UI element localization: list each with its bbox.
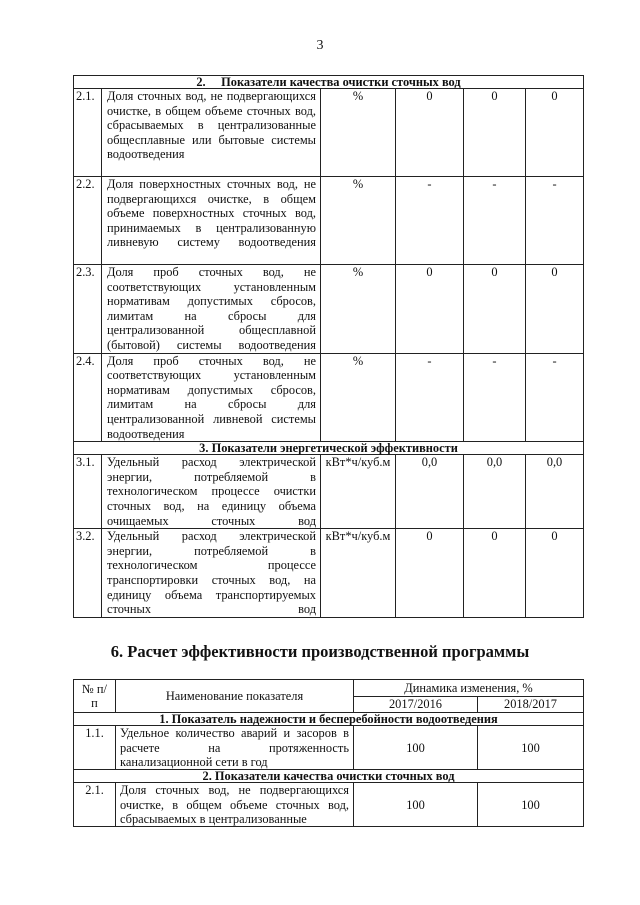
row-name: Доля поверхностных сточных вод, не подвергающихся очистке, в общем объеме поверхностных сточных вод, принимаемых в централизованную ливневую систему водоотведения [102, 177, 321, 265]
row-value-3: 0 [526, 89, 584, 177]
row-value-2: - [464, 353, 526, 442]
section-title: 2. Показатели качества очистки сточных вод [74, 76, 584, 89]
row-value-3: 0 [526, 529, 584, 618]
section-row [74, 442, 584, 455]
section-row [74, 76, 584, 89]
page-number: 3 [316, 38, 324, 53]
row-number: 2.1. [74, 89, 102, 177]
row-value-1: 0 [396, 529, 464, 618]
row-value-1: - [396, 353, 464, 442]
table-row [74, 177, 584, 265]
table-row [74, 455, 584, 529]
header-name: Наименование показателя [116, 680, 354, 713]
header-dynamics: Динамика изменения, % [354, 680, 584, 697]
row-number: 2.2. [74, 177, 102, 265]
row-name: Доля сточных вод, не подвергающихся очистке, в общем объеме сточных вод, сбрасываемых в централизованные [116, 783, 354, 827]
table-row [74, 529, 584, 618]
efficiency-table [73, 679, 584, 827]
row-name: Доля проб сточных вод, не соответствующих установленным нормативам допустимых сбросов, лимитам на сбросы для централизованной ливневой системы водоотведения [102, 353, 321, 442]
row-value-2: 100 [478, 726, 584, 770]
row-number: 2.4. [74, 353, 102, 442]
row-value-3: - [526, 177, 584, 265]
table-row [74, 783, 584, 827]
row-value-2: 100 [478, 783, 584, 827]
table-row [74, 726, 584, 770]
section-row [74, 770, 584, 783]
row-value-3: 0 [526, 265, 584, 354]
row-value-1: 0,0 [396, 455, 464, 529]
row-unit: % [321, 177, 396, 265]
row-unit: % [321, 265, 396, 354]
row-name: Удельный расход электрической энергии, потребляемой в технологическом процессе транспортировки сточных вод, на единицу объема транспортируемых сточных вод [102, 529, 321, 618]
row-name: Удельный расход электрической энергии, потребляемой в технологическом процессе очистки сточных вод, на единицу объема очищаемых сточных вод [102, 455, 321, 529]
header-row [74, 680, 584, 697]
table-row [74, 89, 584, 177]
row-value-3: 0,0 [526, 455, 584, 529]
table-row [74, 353, 584, 442]
row-value-1: - [396, 177, 464, 265]
row-value-1: 100 [354, 726, 478, 770]
row-number: 1.1. [74, 726, 116, 770]
table-row [74, 265, 584, 354]
row-number: 3.2. [74, 529, 102, 618]
row-value-2: 0 [464, 265, 526, 354]
row-name: Доля проб сточных вод, не соответствующих установленным нормативам допустимых сбросов, лимитам на сбросы для централизованной общесплавной (бытовой) системы водоотведения [102, 265, 321, 354]
row-value-2: 0 [464, 89, 526, 177]
row-unit: % [321, 89, 396, 177]
row-value-2: 0,0 [464, 455, 526, 529]
row-number: 3.1. [74, 455, 102, 529]
row-unit: кВт*ч/куб.м [321, 529, 396, 618]
row-value-1: 0 [396, 265, 464, 354]
row-value-3: - [526, 353, 584, 442]
row-number: 2.1. [74, 783, 116, 827]
header-col-2: 2018/2017 [478, 696, 584, 713]
section-title: 3. Показатели энергетической эффективности [74, 442, 584, 455]
row-value-1: 100 [354, 783, 478, 827]
header-col-1: 2017/2016 [354, 696, 478, 713]
row-value-1: 0 [396, 89, 464, 177]
row-name: Доля сточных вод, не подвергающихся очистке, в общем объеме сточных вод, сбрасываемых в централизованные общесплавные или бытовые системы водоотведения [102, 89, 321, 177]
section-row [74, 713, 584, 726]
row-value-2: - [464, 177, 526, 265]
section-title: 2. Показатели качества очистки сточных вод [74, 770, 584, 783]
row-unit: % [321, 353, 396, 442]
indicators-table [73, 75, 584, 618]
row-name: Удельное количество аварий и засоров в расчете на протяженность канализационной сети в год [116, 726, 354, 770]
section-title: 1. Показатель надежности и бесперебойности водоотведения [74, 713, 584, 726]
row-value-2: 0 [464, 529, 526, 618]
row-number: 2.3. [74, 265, 102, 354]
row-unit: кВт*ч/куб.м [321, 455, 396, 529]
header-num: № п/п [74, 680, 116, 713]
section-heading: 6. Расчет эффективности производственной программы [110, 642, 530, 661]
